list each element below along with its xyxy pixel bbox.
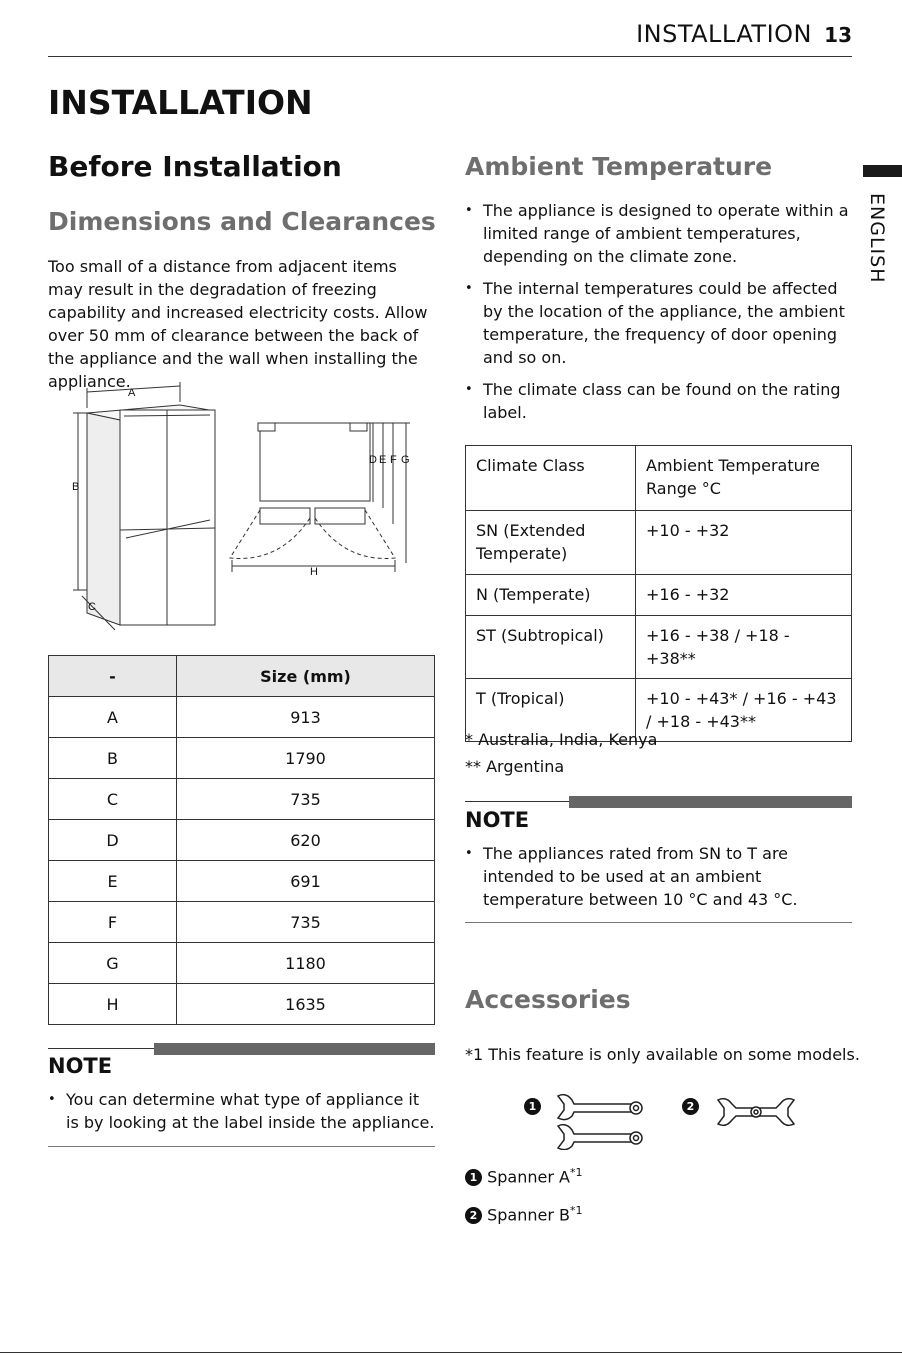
table-row <box>49 779 435 820</box>
table-cell: +16 - +38 / +18 - +38** <box>636 616 852 679</box>
note-title: NOTE <box>48 1054 113 1078</box>
note-list <box>48 1088 436 1143</box>
table-cell: +10 - +32 <box>636 511 852 575</box>
accessory-marker-1: 1 <box>524 1096 541 1115</box>
table-cell: 1635 <box>177 984 435 1025</box>
side-tab-marker <box>863 165 902 177</box>
table-cell: C <box>49 779 177 820</box>
table-row <box>466 511 852 575</box>
spanner-a-icon <box>552 1090 648 1150</box>
page-title: INSTALLATION <box>48 83 313 122</box>
table-header-row <box>49 656 435 697</box>
note-rule-thin <box>48 1048 154 1049</box>
table-cell: +10 - +43* / +16 - +43 / +18 - +43** <box>636 679 852 742</box>
section-title-ambient-temperature: Ambient Temperature <box>465 152 773 181</box>
accessory-label: Spanner A <box>487 1167 570 1187</box>
note-bottom-rule <box>48 1146 435 1147</box>
spanner-b-icon <box>714 1094 798 1130</box>
note-rule-bar <box>569 796 852 808</box>
note-title: NOTE <box>465 808 530 832</box>
table-cell: 1180 <box>177 943 435 984</box>
accessory-superscript: *1 <box>569 1204 583 1217</box>
table-cell: D <box>49 820 177 861</box>
side-tab-language: ENGLISH <box>866 193 888 284</box>
section-title-before-installation: Before Installation <box>48 150 342 183</box>
table-row <box>49 984 435 1025</box>
footnote-australia: * Australia, India, Kenya <box>465 730 658 749</box>
accessory-superscript: *1 <box>569 1166 583 1179</box>
table-cell: T (Tropical) <box>466 679 636 742</box>
table-row <box>49 943 435 984</box>
accessory-item-spanner-b: 2 Spanner $B^{*1}$ <box>465 1204 582 1224</box>
table-cell: A <box>49 697 177 738</box>
table-cell: 1790 <box>177 738 435 779</box>
figure-label-a: A <box>128 387 136 399</box>
accessory-label: Spanner B <box>487 1205 570 1225</box>
table-cell: B <box>49 738 177 779</box>
table-row <box>49 861 435 902</box>
table-cell: G <box>49 943 177 984</box>
list-item: • The internal temperatures could be affected by the location of the appliance, the ambient temperature, the frequency of door opening and so on. <box>465 277 853 369</box>
table-cell: 913 <box>177 697 435 738</box>
dimensions-intro: Too small of a distance from adjacent items may result in the degradation of freezing capability and increased electricity costs. Allow over 50 mm of clearance between the back of the appliance and the wall when installing the appliance. <box>48 257 428 391</box>
accessory-item-spanner-a: 1 Spanner $A^{*1}$ <box>465 1166 582 1186</box>
table-cell: 691 <box>177 861 435 902</box>
table-cell: F <box>49 902 177 943</box>
figure-label-c: C <box>88 601 96 613</box>
table-row <box>466 575 852 616</box>
table-cell: 735 <box>177 779 435 820</box>
table-row <box>49 697 435 738</box>
table-cell: 620 <box>177 820 435 861</box>
table-header-cell: Size (mm) <box>177 656 435 697</box>
table-cell: 735 <box>177 902 435 943</box>
table-cell: +16 - +32 <box>636 575 852 616</box>
table-cell: H <box>49 984 177 1025</box>
page-number: 13 <box>824 23 852 47</box>
subsection-title-dimensions: Dimensions and Clearances <box>48 207 436 236</box>
dimension-diagram <box>60 378 420 640</box>
figure-label-e: E <box>379 454 387 466</box>
table-cell: ST (Subtropical) <box>466 616 636 679</box>
table-header-row <box>466 446 852 511</box>
section-title-accessories: Accessories <box>465 985 631 1014</box>
running-header-title: INSTALLATION <box>636 20 812 48</box>
table-row <box>49 902 435 943</box>
table-row <box>49 820 435 861</box>
table-cell: N (Temperate) <box>466 575 636 616</box>
table-cell: E <box>49 861 177 902</box>
table-row <box>466 616 852 679</box>
table-row <box>49 738 435 779</box>
list-item: • You can determine what type of appliance it is by looking at the label inside the appliance. <box>48 1088 436 1134</box>
page-bottom-rule <box>0 1352 902 1353</box>
figure-label-d: D <box>369 454 377 466</box>
list-item: • The climate class can be found on the rating label. <box>465 378 853 424</box>
ambient-temperature-list <box>465 199 853 433</box>
accessory-marker-2: 2 <box>682 1096 699 1115</box>
figure-label-b: B <box>72 481 80 493</box>
note-list <box>465 842 853 920</box>
climate-class-table <box>465 445 852 742</box>
table-header-cell: Ambient Temperature Range °C <box>636 446 852 511</box>
footnote-argentina: ** Argentina <box>465 757 565 776</box>
table-header-cell: Climate Class <box>466 446 636 511</box>
figure-label-f: F <box>390 454 397 466</box>
figure-label-h: H <box>310 566 318 578</box>
figure-label-g: G <box>401 454 410 466</box>
table-cell: SN (Extended Temperate) <box>466 511 636 575</box>
list-item: • The appliances rated from SN to T are intended to be used at an ambient temperature between 10 °C and 43 °C. <box>465 842 853 911</box>
note-rule-thin <box>465 801 569 802</box>
accessories-availability-note: *1 This feature is only available on some models. <box>465 1045 860 1064</box>
note-rule-bar <box>154 1043 435 1055</box>
dimensions-table <box>48 655 435 1025</box>
list-item: • The appliance is designed to operate within a limited range of ambient temperatures, depending on the climate zone. <box>465 199 853 268</box>
note-bottom-rule <box>465 922 852 923</box>
table-header-cell: - <box>49 656 177 697</box>
header-rule <box>48 56 852 57</box>
